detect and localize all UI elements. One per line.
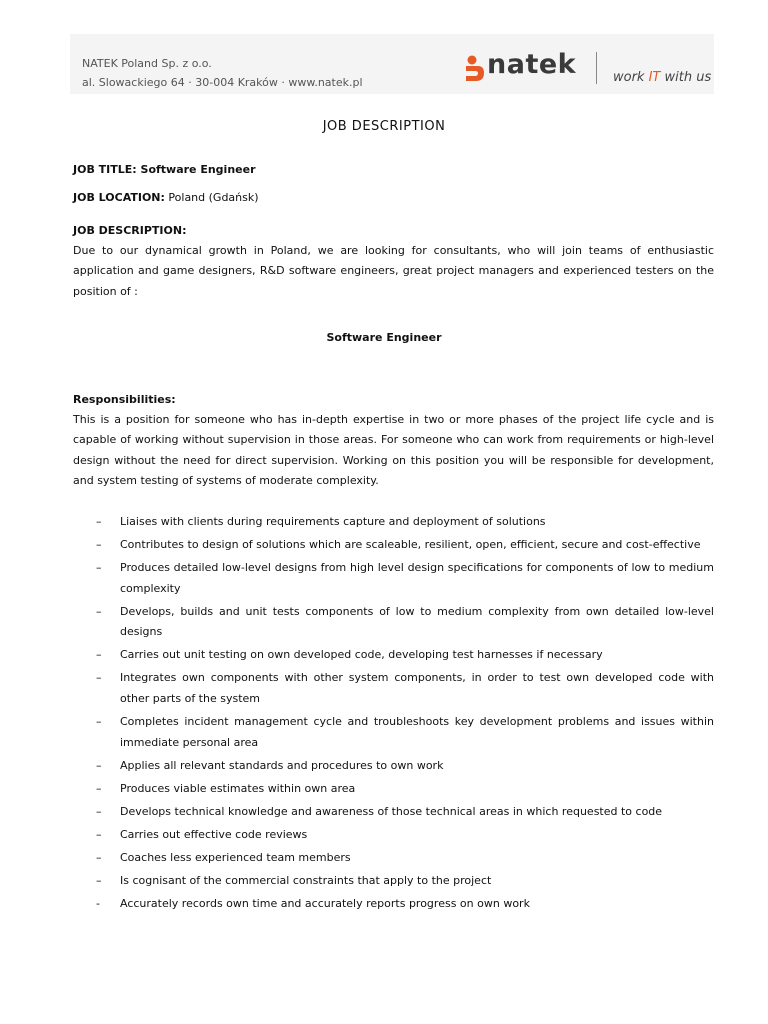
list-item [73,535,714,556]
bullet-text: Produces detailed low-level designs from high level design specifications for components of low to medium complexity [120,561,714,595]
bullet-text: Coaches less experienced team members [120,851,351,865]
bullet-text: Carries out effective code reviews [120,827,308,841]
list-item [73,825,714,846]
list-item [73,894,714,915]
bullet-text: Develops, builds and unit tests components of low to medium complexity from own detailed low-level designs [120,604,714,639]
list-item [73,558,714,599]
bullet-text: Produces viable estimates within own area [120,781,356,795]
responsibilities-label: Responsibilities: [73,393,176,406]
natek-logo-mark-icon [464,54,486,84]
bullet-text: Contributes to design of solutions which are scaleable, resilient, open, efficient, secure and cost-effective [120,538,701,552]
job-title-value: Software Engineer [136,163,256,176]
bullet-text: Accurately records own time and accurately reports progress on own work [120,897,530,911]
list-item [73,756,714,777]
list-item [73,802,714,823]
list-item [73,848,714,869]
bullet-dash: – [96,758,102,772]
job-location-label: JOB LOCATION: [73,191,165,204]
bullet-text: Carries out unit testing on own developed code, developing test harnesses if necessary [120,648,603,662]
list-item [73,871,714,892]
list-item [73,712,714,753]
responsibilities-paragraph: This is a position for someone who has in-depth expertise in two or more phases of the project life cycle and is capable of working without supervision in those areas. For someone who can work from requirements or high-level design without the need for direct supervision. Working on this position you will be responsible for development, and system testing of systems of moderate complexity. [73,413,714,487]
company-name: NATEK Poland Sp. z o.o. [82,57,212,70]
job-description-label: JOB DESCRIPTION: [73,224,187,237]
responsibilities-list [73,512,714,917]
bullet-text: Develops technical knowledge and awareness of those technical areas in which requested to code [120,804,663,818]
list-item [73,668,714,709]
bullet-text: Applies all relevant standards and procedures to own work [120,758,444,772]
position-title: Software Engineer [326,331,442,344]
bullet-dash: – [96,851,102,865]
bullet-dash: – [96,648,102,662]
job-location-value: Poland (Gdańsk) [164,191,259,204]
bullet-dash: – [96,515,102,528]
tagline [613,70,711,85]
logo-divider [596,52,597,84]
bullet-dash: – [96,874,102,888]
tagline-post: with us [660,70,712,85]
list-item [73,779,714,800]
intro-paragraph: Due to our dynamical growth in Poland, we are looking for consultants, who will join teams of enthusiastic application and game designers, R&D software engineers, great project managers and experienced testers on the position of : [73,244,714,298]
bullet-dash: – [96,561,102,575]
bullet-text: Is cognisant of the commercial constraints that apply to the project [120,874,492,888]
bullet-dash: – [96,827,102,841]
bullet-text: Integrates own components with other system components, in order to test own developed code with other parts of the system [120,671,714,705]
company-address: al. Slowackiego 64 · 30-004 Kraków · www.natek.pl [82,76,363,89]
list-item [73,512,714,533]
tagline-accent: IT [648,70,661,85]
job-location-line [73,188,714,208]
bullet-dash: – [96,604,102,618]
bullet-dash: - [96,897,100,911]
bullet-dash: – [96,715,102,729]
bullet-dash: – [96,671,102,685]
list-item [73,602,714,643]
job-title-line [73,160,714,180]
logo-wordmark: natek [487,49,577,80]
bullet-dash: – [96,804,102,818]
bullet-dash: – [96,538,102,552]
document-title: JOB DESCRIPTION [322,119,446,134]
company-block [82,54,363,92]
bullet-text: Completes incident management cycle and troubleshoots key development problems and issues within immediate personal area [120,715,714,749]
bullet-text: Liaises with clients during requirements capture and deployment of solutions [120,515,546,528]
job-title-label: JOB TITLE: [73,163,137,176]
bullet-dash: – [96,781,102,795]
list-item [73,645,714,666]
letterhead [70,34,714,94]
tagline-pre: work [613,70,649,85]
